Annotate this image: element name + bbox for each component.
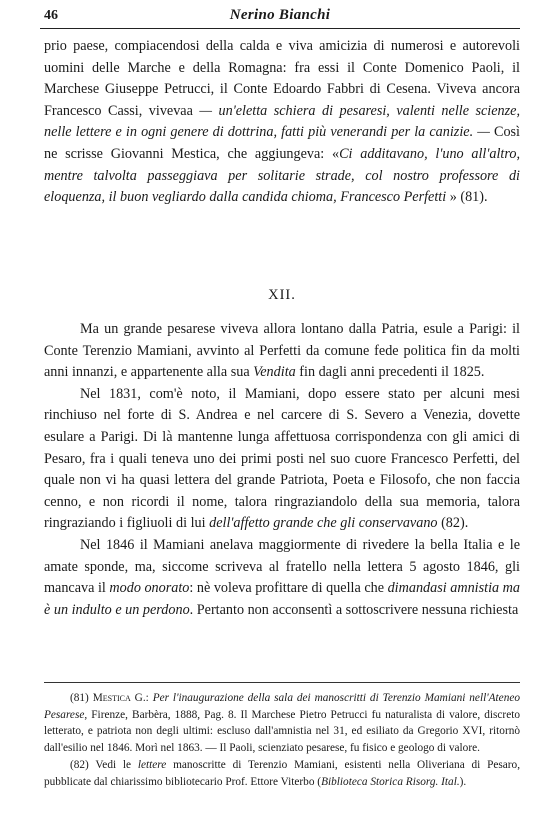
paragraph-3 xyxy=(44,384,520,535)
page-number: 46 xyxy=(44,8,58,23)
footnote-82 xyxy=(44,757,520,790)
paragraph-1-text: prio paese, compiacendosi della calda e viva amicizia di numerosi e autorevoli uomini delle Marche e della Romagna: fra essi il Conte Domenico Paoli, il Marchese Giuseppe Petrucci, il Conte Edoardo Fabbri di Cesena. Viveva ancora Francesco Cassi, vivevaa xyxy=(44,38,520,119)
footnote-81 xyxy=(44,690,520,756)
section-heading: XII. xyxy=(268,287,296,303)
paragraph-3-text: Nel 1831, com'è noto, il Mamiani, dopo essere stato per alcuni mesi rinchiuso nel forte di S. Andrea e nel carcere di S. Severo a Venezia, dovette esulare a Parigi. Di là mantenne lunga affettuosa corrispondenza con gli amici di Pesaro, fra i quali teneva uno dei primi posti nel suo cuore Francesco Perfetti, del quale non vi ha quasi lettera del grande Patriota, Poeta e Filosofo, che non faccia cenno, e non ricordi il nome, talora ringraziandolo della sua memoria, talora ringraziando i figliuoli di lui xyxy=(44,385,520,532)
page-header xyxy=(40,6,520,29)
chapter-body xyxy=(44,319,520,621)
paragraph-2-end: fin dagli anni precedenti il 1825. xyxy=(299,364,485,381)
paragraph-1-note-ref: » (81). xyxy=(449,189,488,206)
footnotes xyxy=(44,690,520,791)
paragraph-1 xyxy=(44,36,520,209)
footnote-82-italic: lettere xyxy=(137,759,167,771)
footnote-82-number: (82) Vedi le xyxy=(70,759,132,771)
footnote-82-end: ). xyxy=(459,775,467,788)
footnote-81-text: , Firenze, Barbèra, 1888, Pag. 8. Il Marchese Pietro Petrucci fu naturalista di valore, discreto letterato, e patriota non degli ultimi: escluso dall'amnistia nel 31, ed esiliato da Gregorio XVI, ritornò dall'esilio nel 1846. Morì nel 1863. — Il Paoli, scienziato pesarese, fu fisico e geologo di valore. xyxy=(44,708,520,754)
paragraph-4-text: Nel 1846 il Mamiani anelava maggiormente di rivedere la bella Italia e le amate sponde, ma, siccome scriveva al fratello nella lettera 5 agosto 1846, gli mancava il xyxy=(44,536,520,597)
paragraph-4 xyxy=(44,535,520,621)
paragraph-4-text-3: . Pertanto non acconsentì a sottoscrivere nessuna richiesta xyxy=(189,601,519,618)
paragraph-1-attribution: Così ne scrisse Giovanni Mestica, che aggiungeva: « xyxy=(44,124,521,162)
paragraph-4-italic-2: dimandasi amnistia ma è un indulto e un perdono xyxy=(44,580,520,618)
footnote-82-text: manoscritte di Terenzio Mamiani, esistenti nella Oliveriana di Pesaro, pubblicate dal chiarissimo bibliotecario Prof. Ettore Viterbo ( xyxy=(44,759,521,788)
footnote-81-colon: : xyxy=(145,692,149,704)
paragraph-4-italic-1: modo onorato xyxy=(109,580,190,597)
paragraph-4-text-2: : nè voleva profittare di quella che xyxy=(189,580,385,597)
paragraph-3-note-ref: (82). xyxy=(441,515,469,532)
paragraph-1-quote-2-italic: Ci additavano, l'uno all'altro, mentre talvolta passeggiava per solitarie strade, col nostro professore di eloquenza, il buon vegliardo dalla candida chioma, Francesco Perfetti xyxy=(44,145,521,206)
paragraph-3-italic: dell'affetto grande che gli conservavano xyxy=(209,515,438,532)
running-head: Nerino Bianchi xyxy=(229,7,331,23)
paragraph-2 xyxy=(44,319,520,384)
footnote-81-author: Mestica G. xyxy=(92,692,146,704)
footnote-81-title: Per l'inaugurazione della sala dei manoscritti di Terenzio Mamiani nell'Ateneo Pesarese xyxy=(44,692,521,721)
paragraph-1-quote-italic: — un'eletta schiera di pesaresi, valenti nelle scienze, nelle lettere e in ogni genere di dottrina, fatti più venerandi per la canizie. — xyxy=(44,102,521,141)
footnote-82-source: Biblioteca Storica Risorg. Ital. xyxy=(321,775,460,788)
footnote-81-number: (81) xyxy=(70,692,89,704)
footnote-divider xyxy=(44,682,520,683)
paragraph-2-italic: Vendita xyxy=(253,364,296,381)
paragraph-2-text: Ma un grande pesarese viveva allora lontano dalla Patria, esule a Parigi: il Conte Terenzio Mamiani, avvinto al Perfetti da comune fede politica fin da molti anni innanzi, e appartenente alla sua xyxy=(44,321,520,381)
